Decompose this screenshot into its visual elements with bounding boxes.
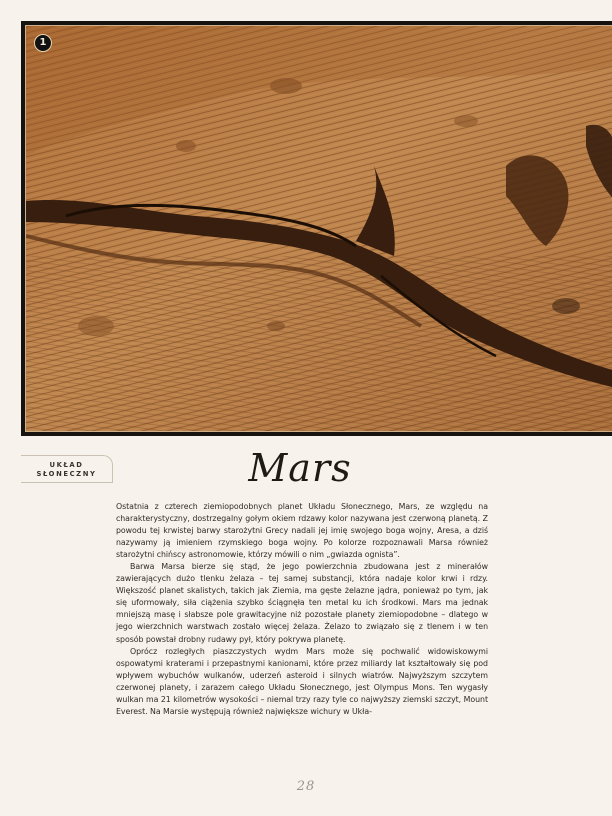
- paragraph-3: Oprócz rozległych piaszczystych wydm Mars może się pochwalić widowiskowymi ospowatymi kraterami i przepastnymi kanionami, które przez miliardy lat kształtowały się pod wpływem wybuchów wulkanów, uderzeń asteroid i silnych wiatrów. Najwyższym szczytem czerwonej planety, i zarazem całego Układu Słonecznego, jest Olympus Mons. Ten wygasły wulkan ma 21 kilometrów wysokości – niemal trzy razy tyle co najwyższy ziemski szczyt, Mount Everest. Na Marsie występują również największe wichury w Ukła-: [116, 646, 488, 716]
- page-number: 28: [296, 779, 316, 794]
- mars-illustration-frame: [25, 25, 612, 432]
- paragraph-1: Ostatnia z czterech ziemiopodobnych planet Układu Słonecznego, Mars, ze względu na charakterystyczny, dostrzegalny gołym okiem rdzawy kolor nazywana jest czerwoną planetą. Z powodu tej krwistej barwy starożytni Grecy nadali jej imię swojego boga wojny, Aresa, a dziś nazywamy ją imieniem rzymskiego boga wojny. Po kolorze rozpoznawali Marsa również starożytni chińscy astronomowie, którzy mówili o nim „gwiazda ognista”.: [116, 502, 488, 560]
- figure-number-badge: 1: [34, 34, 52, 52]
- section-tab-line1: UKŁAD: [49, 461, 84, 469]
- mars-illustration: [21, 21, 612, 436]
- paragraph-2: Barwa Marsa bierze się stąd, że jego powierzchnia zbudowana jest z minerałów zawierających dużo tlenku żelaza – tej samej substancji, która nadaje kolor krwi i rdzy. Większość planet skalistych, takich jak Ziemia, ma gęste żelazne jądra, ponieważ po tym, jak się uformowały, siła ciążenia szybko ściągnęła ten metal ku ich środkowi. Mars ma jednak mniejszą masę i słabsze pole grawitacyjne niż pozostałe planety ziemiopodobne – dlatego w jego wierzchnich warstwach zostało więcej żelaza. Żelazo to związało się z tlenem i w ten sposób powstał drobny rudawy pył, który pokrywa planetę.: [116, 562, 488, 644]
- mars-surface-image: [26, 26, 612, 431]
- section-tab-line2: SŁONECZNY: [36, 470, 97, 478]
- article-body: [116, 501, 488, 718]
- section-tab-solar-system: [21, 455, 113, 483]
- page-title: Mars: [248, 446, 352, 490]
